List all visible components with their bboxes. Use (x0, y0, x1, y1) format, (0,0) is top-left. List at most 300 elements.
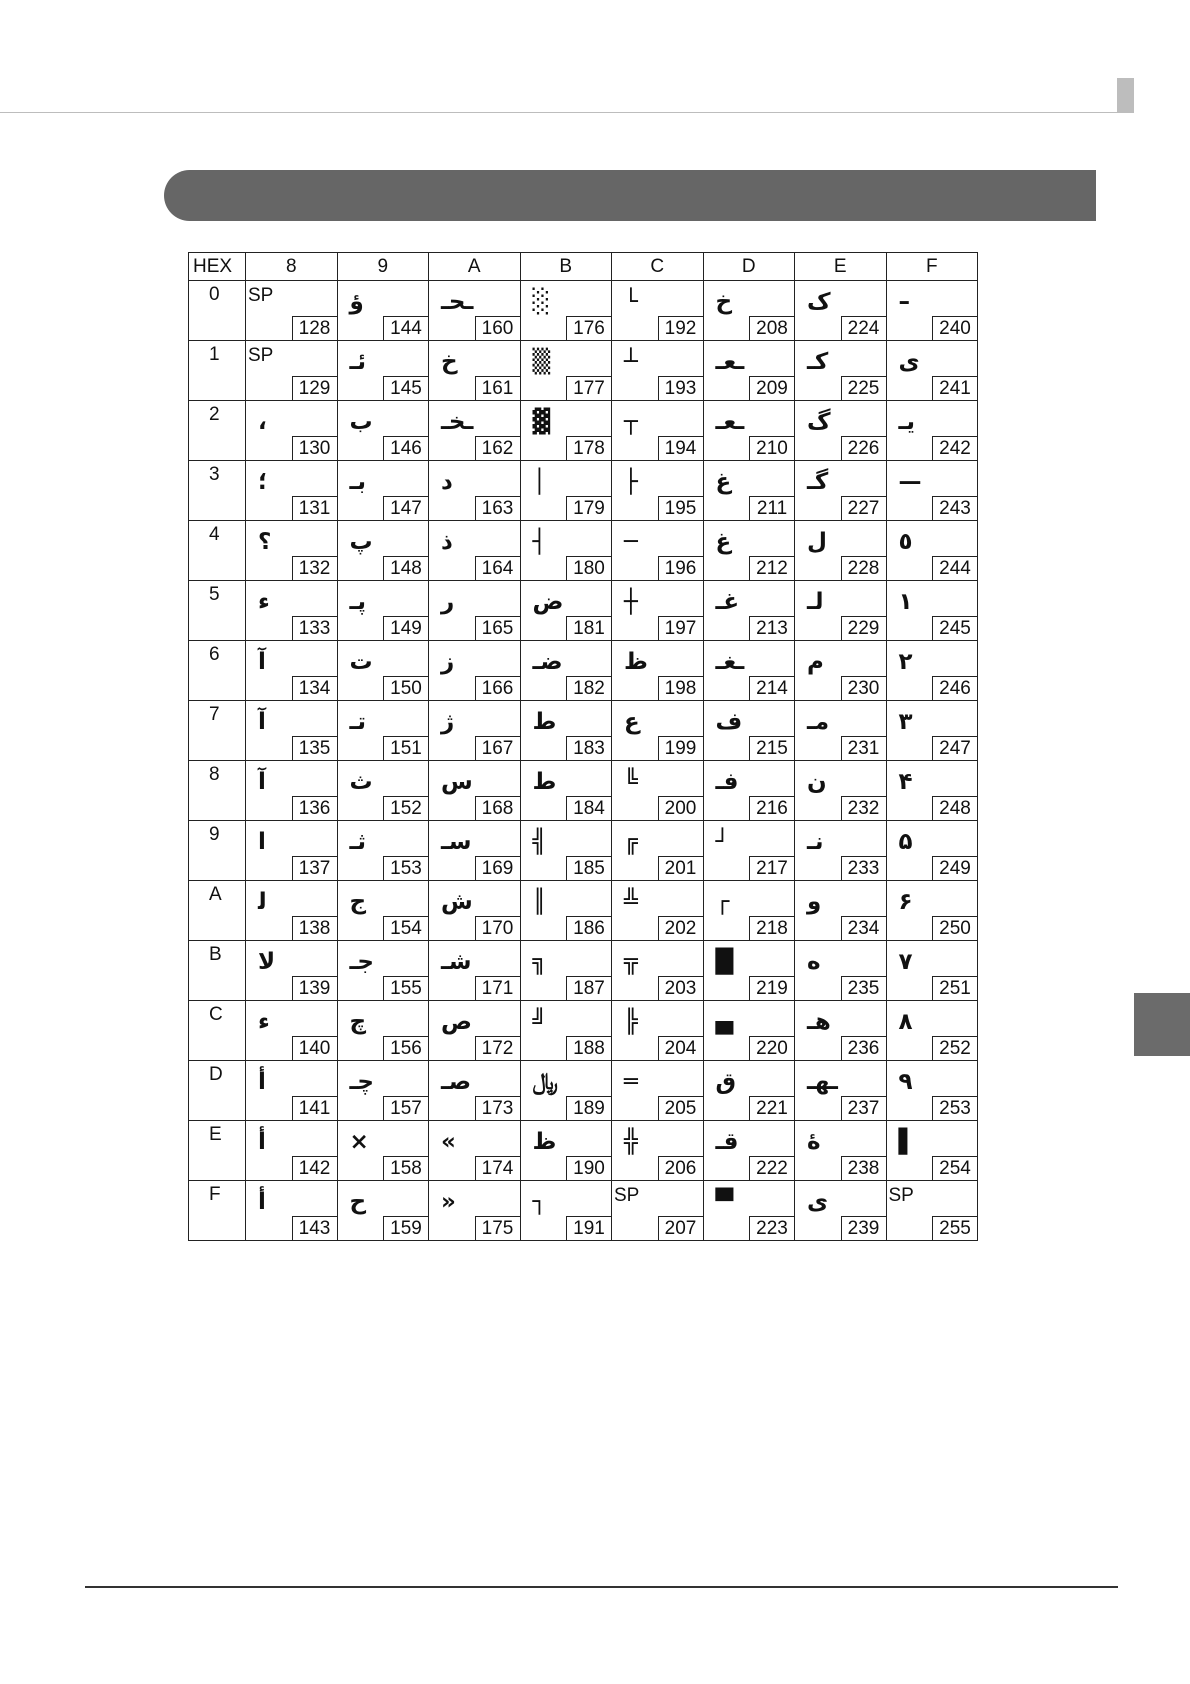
character-glyph: پـ (349, 589, 366, 615)
code-cell (246, 641, 338, 701)
row-header: 7 (189, 701, 246, 761)
header-row (189, 253, 978, 281)
code-cell (703, 881, 795, 941)
row-header: 1 (189, 341, 246, 401)
row-header: D (189, 1061, 246, 1121)
code-cell (520, 1001, 612, 1061)
decimal-code: 141 (292, 1096, 337, 1120)
character-glyph: ج (349, 889, 367, 915)
code-cell (795, 761, 887, 821)
decimal-code: 142 (292, 1156, 337, 1180)
code-cell (337, 521, 429, 581)
code-cell (612, 1061, 704, 1121)
code-cell (703, 281, 795, 341)
character-glyph: ۷ (898, 949, 913, 975)
decimal-code: 186 (566, 916, 611, 940)
character-glyph: ؟ (258, 529, 272, 555)
character-glyph: ـعـ (715, 409, 745, 435)
code-cell (429, 821, 521, 881)
row-header: 8 (189, 761, 246, 821)
character-glyph: ╩ (624, 889, 638, 915)
decimal-code: 128 (292, 316, 337, 340)
code-cell (429, 281, 521, 341)
code-cell (886, 761, 978, 821)
character-glyph: یـ (898, 409, 915, 435)
code-cell (795, 701, 887, 761)
character-glyph: ضـ (532, 649, 563, 675)
character-glyph: ظ (532, 1129, 557, 1155)
character-glyph: ۶ (898, 889, 913, 915)
decimal-code: 234 (841, 916, 886, 940)
character-glyph: آ (258, 769, 266, 795)
code-cell (337, 881, 429, 941)
table-row (189, 341, 978, 401)
code-cell (429, 1001, 521, 1061)
code-cell (886, 521, 978, 581)
character-glyph: مـ (807, 709, 830, 735)
code-cell (429, 941, 521, 1001)
decimal-code: 152 (383, 796, 428, 820)
character-glyph: ح (349, 1189, 367, 1215)
decimal-code: 217 (749, 856, 794, 880)
character-glyph: ۴ (898, 769, 913, 795)
code-cell (337, 1061, 429, 1121)
code-cell (520, 941, 612, 1001)
decimal-code: 214 (749, 676, 794, 700)
code-cell (246, 941, 338, 1001)
code-cell (520, 881, 612, 941)
decimal-code: 144 (383, 316, 428, 340)
character-glyph: ثـ (349, 829, 366, 855)
character-glyph: ئـ (349, 349, 366, 375)
character-glyph: ـحـ (441, 289, 474, 315)
footer-rule (85, 1586, 1118, 1588)
decimal-code: 224 (841, 316, 886, 340)
code-cell (246, 701, 338, 761)
code-cell (520, 1121, 612, 1181)
character-glyph: ╝ (532, 1009, 547, 1035)
code-cell (337, 1181, 429, 1241)
character-glyph: غـ (715, 589, 740, 615)
character-glyph: ب (349, 409, 373, 435)
code-cell (612, 641, 704, 701)
character-glyph: قـ (715, 1129, 739, 1155)
table-row (189, 761, 978, 821)
decimal-code: 148 (383, 556, 428, 580)
decimal-code: 175 (475, 1216, 520, 1240)
character-glyph: ﷼ (532, 1069, 558, 1095)
code-cell (612, 1181, 704, 1241)
decimal-code: 212 (749, 556, 794, 580)
code-cell (520, 641, 612, 701)
table-body (189, 281, 978, 1241)
code-cell (429, 761, 521, 821)
decimal-code: 140 (292, 1036, 337, 1060)
code-cell (612, 1121, 704, 1181)
character-glyph: م (807, 649, 824, 675)
decimal-code: 165 (475, 616, 520, 640)
character-glyph: ل (807, 529, 827, 555)
decimal-code: 161 (475, 376, 520, 400)
code-cell (520, 701, 612, 761)
character-glyph: گ (807, 409, 831, 435)
decimal-code: 253 (932, 1096, 977, 1120)
code-cell (520, 281, 612, 341)
decimal-code: 138 (292, 916, 337, 940)
character-glyph: ر (441, 589, 455, 615)
code-cell (886, 821, 978, 881)
character-glyph: بـ (349, 469, 366, 495)
code-cell (246, 461, 338, 521)
decimal-code: 239 (841, 1216, 886, 1240)
character-glyph: ۵ (898, 829, 913, 855)
character-glyph: ﻻ (258, 949, 276, 975)
code-cell (612, 281, 704, 341)
character-glyph: أ (258, 1189, 266, 1215)
decimal-code: 154 (383, 916, 428, 940)
code-cell (886, 1001, 978, 1061)
code-cell (703, 941, 795, 1001)
character-glyph: ـغـ (715, 649, 745, 675)
decimal-code: 230 (841, 676, 886, 700)
decimal-code: 199 (658, 736, 703, 760)
decimal-code: 173 (475, 1096, 520, 1120)
code-cell (795, 1061, 887, 1121)
decimal-code: 158 (383, 1156, 428, 1180)
row-header: A (189, 881, 246, 941)
decimal-code: 168 (475, 796, 520, 820)
column-header: E (795, 253, 887, 281)
column-header: C (612, 253, 704, 281)
character-glyph: ╚ (624, 769, 638, 795)
decimal-code: 167 (475, 736, 520, 760)
decimal-code: 190 (566, 1156, 611, 1180)
decimal-code: 157 (383, 1096, 428, 1120)
decimal-code: 187 (566, 976, 611, 1000)
row-header: F (189, 1181, 246, 1241)
character-glyph: تـ (349, 709, 366, 735)
character-glyph: جـ (349, 949, 374, 975)
decimal-code: 135 (292, 736, 337, 760)
character-glyph: ن (807, 769, 827, 795)
table-row (189, 701, 978, 761)
code-cell (886, 941, 978, 1001)
decimal-code: 206 (658, 1156, 703, 1180)
decimal-code: 129 (292, 376, 337, 400)
character-glyph: ┘ (715, 829, 730, 855)
character-glyph: ـعـ (715, 349, 745, 375)
character-glyph: ╦ (624, 949, 638, 975)
table-row (189, 521, 978, 581)
character-glyph: ش (441, 889, 473, 915)
character-glyph: ╣ (532, 829, 547, 855)
character-glyph: آ (258, 649, 266, 675)
code-cell (337, 941, 429, 1001)
code-cell (429, 881, 521, 941)
character-glyph: ▌ (898, 1129, 917, 1155)
code-cell (520, 761, 612, 821)
decimal-code: 248 (932, 796, 977, 820)
character-glyph: ┌ (715, 889, 730, 915)
decimal-code: 184 (566, 796, 611, 820)
decimal-code: 177 (566, 376, 611, 400)
decimal-code: 133 (292, 616, 337, 640)
decimal-code: 150 (383, 676, 428, 700)
decimal-code: 232 (841, 796, 886, 820)
code-cell (612, 821, 704, 881)
decimal-code: 226 (841, 436, 886, 460)
decimal-code: 179 (566, 496, 611, 520)
character-glyph: │ (532, 469, 547, 495)
decimal-code: 195 (658, 496, 703, 520)
decimal-code: 219 (749, 976, 794, 1000)
code-cell (429, 1181, 521, 1241)
character-glyph: ء (258, 589, 270, 615)
character-glyph: ║ (532, 889, 547, 915)
code-cell (246, 881, 338, 941)
character-glyph: کـ (807, 349, 829, 375)
table-row (189, 1001, 978, 1061)
table-row (189, 641, 978, 701)
code-cell (703, 701, 795, 761)
row-header: 6 (189, 641, 246, 701)
decimal-code: 237 (841, 1096, 886, 1120)
hex-header: HEX (189, 253, 246, 281)
character-glyph: ├ (624, 469, 638, 495)
code-cell (886, 341, 978, 401)
decimal-code: 163 (475, 496, 520, 520)
decimal-code: 178 (566, 436, 611, 460)
decimal-code: 210 (749, 436, 794, 460)
table-row (189, 461, 978, 521)
decimal-code: 197 (658, 616, 703, 640)
decimal-code: 251 (932, 976, 977, 1000)
code-cell (703, 1121, 795, 1181)
code-cell (703, 401, 795, 461)
row-header: E (189, 1121, 246, 1181)
code-cell (886, 401, 978, 461)
code-cell (795, 1181, 887, 1241)
character-glyph: SP (248, 345, 274, 366)
table-row (189, 1121, 978, 1181)
character-glyph: ┤ (532, 529, 547, 555)
table-row (189, 1181, 978, 1241)
decimal-code: 200 (658, 796, 703, 820)
character-glyph: شـ (441, 949, 472, 975)
decimal-code: 236 (841, 1036, 886, 1060)
decimal-code: 180 (566, 556, 611, 580)
decimal-code: 136 (292, 796, 337, 820)
code-cell (612, 881, 704, 941)
code-cell (703, 821, 795, 881)
code-cell (246, 1061, 338, 1121)
decimal-code: 145 (383, 376, 428, 400)
header-tab-marker (1117, 78, 1134, 113)
decimal-code: 159 (383, 1216, 428, 1240)
decimal-code: 208 (749, 316, 794, 340)
character-glyph: هـ (807, 1009, 831, 1035)
code-cell (246, 761, 338, 821)
character-glyph: ء (258, 1009, 270, 1035)
character-glyph: ۀ (807, 1129, 821, 1155)
code-cell (520, 521, 612, 581)
section-title-bar (164, 170, 1096, 221)
code-cell (246, 1001, 338, 1061)
code-cell (337, 641, 429, 701)
decimal-code: 231 (841, 736, 886, 760)
character-glyph: سـ (441, 829, 472, 855)
character-glyph: ا (258, 829, 266, 855)
decimal-code: 238 (841, 1156, 886, 1180)
code-cell (337, 1001, 429, 1061)
decimal-code: 201 (658, 856, 703, 880)
code-cell (795, 941, 887, 1001)
decimal-code: 183 (566, 736, 611, 760)
character-glyph: ص (441, 1009, 472, 1035)
decimal-code: 222 (749, 1156, 794, 1180)
code-cell (612, 761, 704, 821)
decimal-code: 245 (932, 616, 977, 640)
character-glyph: ┐ (532, 1189, 547, 1215)
character-glyph: ═ (624, 1069, 638, 1095)
decimal-code: 215 (749, 736, 794, 760)
character-glyph: ه (807, 949, 821, 975)
code-cell (520, 401, 612, 461)
character-glyph: ؛ (258, 469, 268, 495)
decimal-code: 246 (932, 676, 977, 700)
decimal-code: 243 (932, 496, 977, 520)
decimal-code: 185 (566, 856, 611, 880)
code-cell (337, 401, 429, 461)
decimal-code: 204 (658, 1036, 703, 1060)
decimal-code: 205 (658, 1096, 703, 1120)
character-glyph: ٥ (898, 529, 913, 555)
decimal-code: 191 (566, 1216, 611, 1240)
decimal-code: 162 (475, 436, 520, 460)
code-cell (246, 281, 338, 341)
code-cell (520, 581, 612, 641)
character-glyph: ث (349, 769, 373, 795)
character-glyph: ی (807, 1189, 829, 1215)
table-row (189, 941, 978, 1001)
character-glyph: ذ (441, 529, 453, 555)
decimal-code: 137 (292, 856, 337, 880)
code-cell (886, 1061, 978, 1121)
code-cell (886, 701, 978, 761)
decimal-code: 196 (658, 556, 703, 580)
character-glyph: ╔ (624, 829, 638, 855)
decimal-code: 131 (292, 496, 337, 520)
decimal-code: 242 (932, 436, 977, 460)
character-glyph: چـ (349, 1069, 374, 1095)
row-header: 3 (189, 461, 246, 521)
code-cell (612, 341, 704, 401)
character-glyph: ـخـ (441, 409, 474, 435)
code-cell (795, 281, 887, 341)
table-row (189, 881, 978, 941)
decimal-code: 250 (932, 916, 977, 940)
code-cell (429, 341, 521, 401)
decimal-code: 223 (749, 1216, 794, 1240)
decimal-code: 218 (749, 916, 794, 940)
character-glyph: – (898, 289, 910, 315)
character-glyph: ژ (441, 709, 455, 735)
decimal-code: 176 (566, 316, 611, 340)
code-cell (795, 641, 887, 701)
code-cell (520, 821, 612, 881)
table-row (189, 281, 978, 341)
character-glyph: آ (258, 709, 266, 735)
code-cell (337, 281, 429, 341)
character-glyph: گـ (807, 469, 829, 495)
chapter-side-tab (1134, 993, 1190, 1056)
character-glyph: چ (349, 1009, 367, 1035)
decimal-code: 240 (932, 316, 977, 340)
decimal-code: 252 (932, 1036, 977, 1060)
code-cell (886, 581, 978, 641)
code-cell (886, 1181, 978, 1241)
code-cell (703, 1181, 795, 1241)
decimal-code: 181 (566, 616, 611, 640)
decimal-code: 130 (292, 436, 337, 460)
decimal-code: 211 (749, 496, 794, 520)
code-cell (246, 401, 338, 461)
character-glyph: SP (888, 1185, 914, 1206)
code-cell (703, 341, 795, 401)
code-cell (703, 641, 795, 701)
code-cell (246, 1181, 338, 1241)
code-cell (886, 1121, 978, 1181)
code-cell (337, 581, 429, 641)
code-cell (337, 701, 429, 761)
decimal-code: 255 (932, 1216, 977, 1240)
table-row (189, 401, 978, 461)
decimal-code: 170 (475, 916, 520, 940)
character-glyph: — (898, 469, 922, 495)
decimal-code: 209 (749, 376, 794, 400)
character-glyph: ـهـ (807, 1069, 838, 1095)
code-cell (337, 1121, 429, 1181)
character-glyph: ۲ (898, 649, 913, 675)
character-glyph: س (441, 769, 473, 795)
code-cell (612, 461, 704, 521)
decimal-code: 153 (383, 856, 428, 880)
decimal-code: 213 (749, 616, 794, 640)
character-code-table (188, 252, 978, 1241)
table-row (189, 1061, 978, 1121)
row-header: B (189, 941, 246, 1001)
code-cell (520, 341, 612, 401)
character-glyph: و (807, 889, 822, 915)
decimal-code: 149 (383, 616, 428, 640)
character-glyph: ق (715, 1069, 737, 1095)
character-glyph: × (349, 1129, 369, 1155)
code-cell (795, 881, 887, 941)
decimal-code: 254 (932, 1156, 977, 1180)
character-glyph: غ (715, 469, 732, 495)
code-cell (795, 1001, 887, 1061)
table-row (189, 821, 978, 881)
character-glyph: ک (807, 289, 831, 315)
decimal-code: 221 (749, 1096, 794, 1120)
decimal-code: 203 (658, 976, 703, 1000)
code-cell (429, 701, 521, 761)
character-glyph: █ (715, 949, 734, 975)
row-header: 5 (189, 581, 246, 641)
decimal-code: 134 (292, 676, 337, 700)
decimal-code: 156 (383, 1036, 428, 1060)
character-glyph: ۳ (898, 709, 913, 735)
